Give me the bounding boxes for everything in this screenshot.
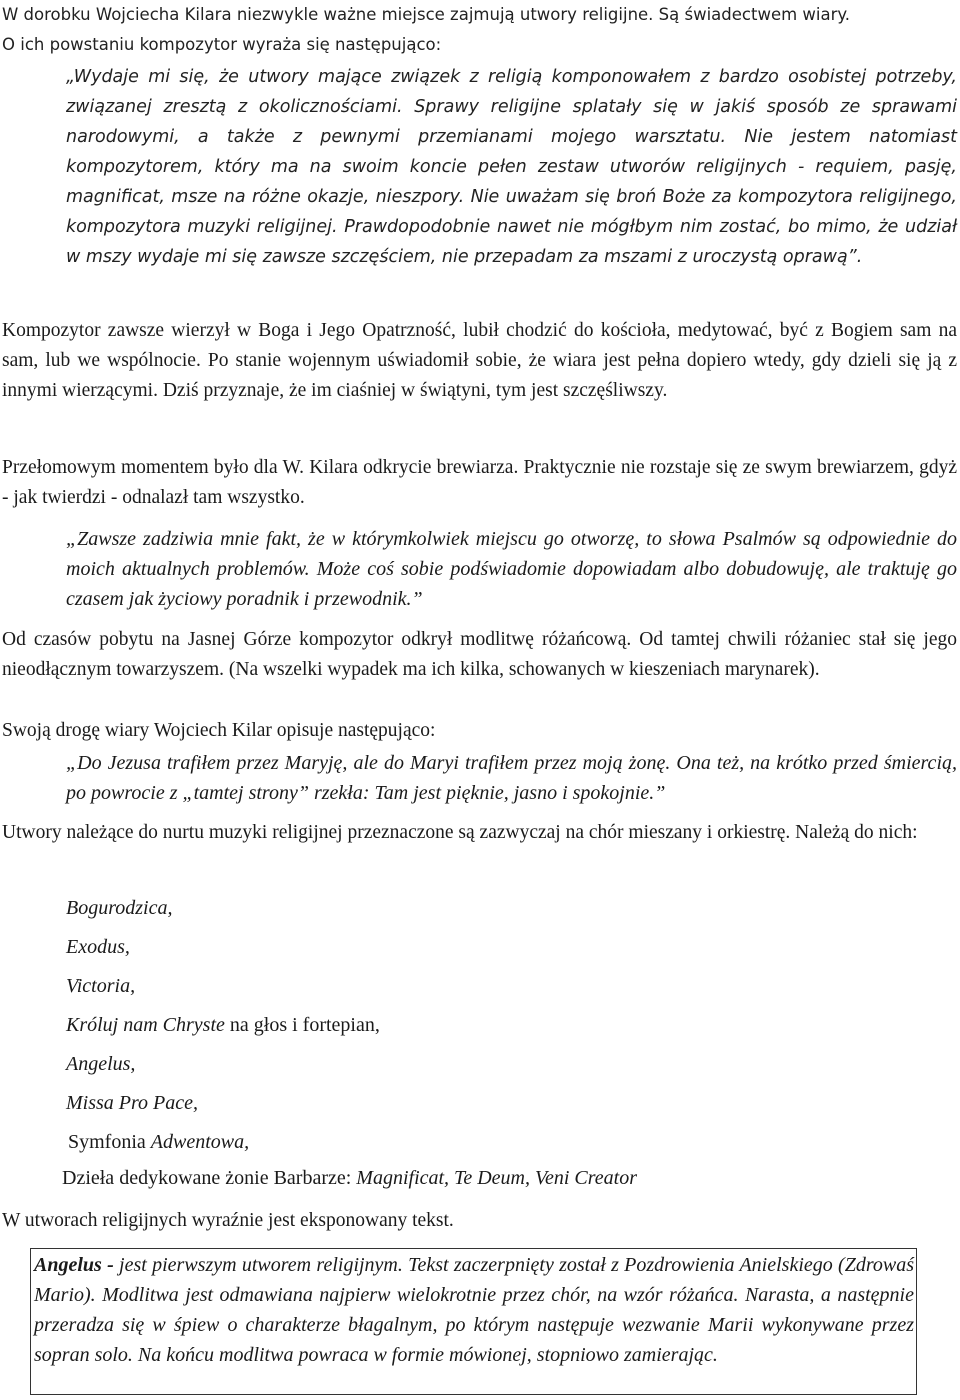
kilar-quote-mary: „Do Jezusa trafiłem przez Maryję, ale do Maryi trafiłem przez moją żonę. Ona też, na krótko przed śmiercią, po powrocie z „tamtej strony” rzekła: Tam jest pięknie, jasno i spokojnie.” [66,752,957,804]
angelus-box [30,1248,917,1395]
work-note: na głos i fortepian, [224,1014,380,1036]
work-item: Bogurodzica, [66,897,173,919]
angelus-title: Angelus - [34,1254,114,1276]
dedication-line [62,1163,942,1193]
angelus-description: jest pierwszym utworem religijnym. Tekst zaczerpnięty został z Pozdrowienia Anielskiego (Zdrowaś Mario). Modlitwa jest odmawiana najpierw wielokrotnie przez chór, na wzór różańca. Narasta, a następnie przeradza się w śpiew o charakterze błagalnym, po którym następuje wezwanie Marii wykonywane przez sopran solo. Na końcu modlitwa powraca w formie mówionej, stopniowo zamierając. [34,1254,914,1366]
work-prefix: Symfonia [68,1131,151,1153]
paragraph-text-emphasis: W utworach religijnych wyraźnie jest eksponowany tekst. [2,1210,454,1231]
work-title: Króluj nam Chryste [66,1014,225,1036]
work-item [66,1006,926,1045]
dedication-prefix: Dzieła dedykowane żonie Barbarze: [62,1167,357,1189]
dedication-works: Magnificat, Te Deum, Veni Creator [356,1167,638,1189]
paragraph-faith: Kompozytor zawsze wierzył w Boga i Jego Opatrzność, lubił chodzić do kościoła, medytować, być z Bogiem sam na sam, lub we wspólnocie. Po stanie wojennym uświadomił sobie, że wiara jest pełna dopiero wtedy, gdy dzieli się ją z innymi wierzącymi. Dziś przyznaje, że im ciaśniej w świątyni, tym jest szczęśliwszy. [2,320,957,401]
intro-line-1: W dorobku Wojciecha Kilara niezwykle ważne miejsce zajmują utwory religijne. Są świadectwem wiary. [2,5,851,24]
intro-line-2: O ich powstaniu kompozytor wyraża się następująco: [2,35,442,54]
religious-works-list [66,889,926,1162]
work-item: Victoria, [66,975,136,997]
paragraph-way-of-faith: Swoją drogę wiary Wojciech Kilar opisuje następująco: [2,720,436,741]
paragraph-breviary: Przełomowym momentem było dla W. Kilara odkrycie brewiarza. Praktycznie nie rozstaje się ze swym brewiarzem, gdyż - jak twierdzi - odnalazł tam wszystko. [2,457,957,508]
work-item: Exodus, [66,936,130,958]
work-item: Angelus, [66,1053,136,1075]
paragraph-religious-works: Utwory należące do nurtu muzyki religijnej przeznaczone są zazwyczaj na chór mieszany i orkiestrę. Należą do nich: [2,822,918,843]
kilar-quote-psalms: „Zawsze zadziwia mnie fakt, że w którymkolwiek miejscu go otworzę, to słowa Psalmów są odpowiednie do moich aktualnych problemów. Może coś sobie podświadomie dopowiadam albo dobudowuję, ale traktuję go czasem jak życiowy poradnik i przewodnik.” [66,528,957,610]
work-item [66,1123,926,1162]
kilar-quote-religious-works: „Wydaje mi się, że utwory mające związek z religią komponowałem z bardzo osobistej potrzeby, związanej zresztą z okolicznościami. Sprawy religijne splatały się w jakiś sposób ze sprawami narodowymi, a także z pewnymi przemianami mojego warsztatu. Nie jestem natomiast kompozytorem, który ma na swoim koncie pełen zestaw utworów religijnych - requiem, pasję, magnificat, msze na różne okazje, nieszpory. Nie uważam się broń Boże za kompozytora religijnego, kompozytora muzyki religijnej. Prawdopodobnie nawet nie mógłbym nim zostać, bo mimo, że udział w mszy wydaje mi się zawsze szczęściem, nie przepadam za mszami z uroczystą oprawą”. [66,67,957,267]
paragraph-rosary: Od czasów pobytu na Jasnej Górze kompozytor odkrył modlitwę różańcową. Od tamtej chwili różaniec stał się jego nieodłącznym towarzyszem. (Na wszelki wypadek ma ich kilka, schowanych w kieszeniach marynarek). [2,629,957,680]
work-item: Missa Pro Pace, [66,1092,199,1114]
work-title: Adwentowa, [150,1131,250,1153]
intro-paragraph [2,0,957,60]
